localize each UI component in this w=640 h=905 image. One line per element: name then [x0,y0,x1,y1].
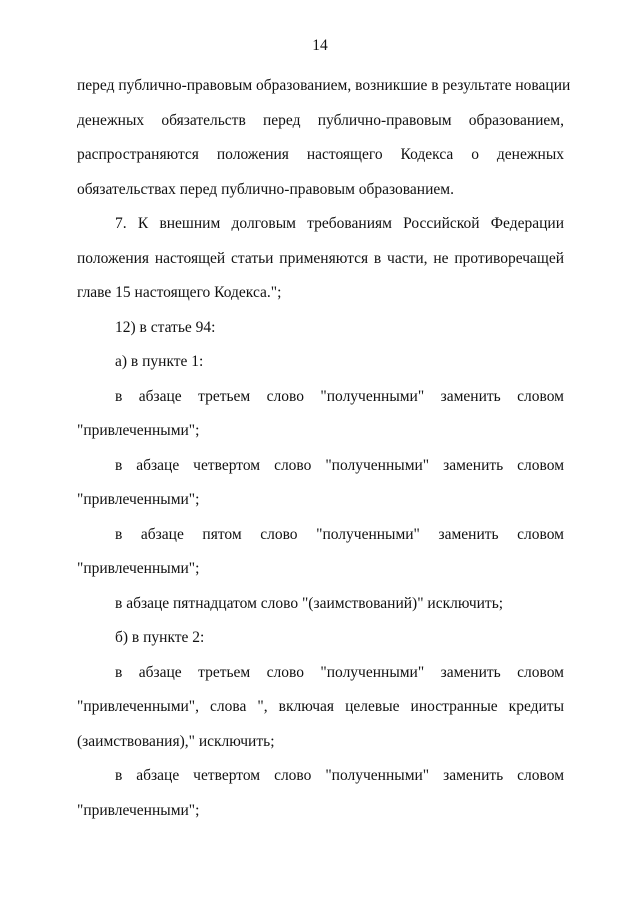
text-line: б) в пункте 2: [115,629,205,646]
text-line: "привлеченными"; [77,491,200,508]
text-line: в абзаце третьем слово "полученными" заменить словом [115,388,564,405]
text-line: в абзаце четвертом слово "полученными" заменить словом [115,457,564,474]
text-line: денежных обязательств перед публично-правовым образованием, [77,112,564,129]
text-line: "привлеченными"; [77,802,200,819]
text-line: а) в пункте 1: [115,353,204,370]
text-line: 12) в статье 94: [115,319,216,336]
text-line: "привлеченными"; [77,560,200,577]
text-line: в абзаце третьем слово "полученными" заменить словом [115,664,564,681]
text-line: (заимствования)," исключить; [77,733,275,750]
text-line: положения настоящей статьи применяются в части, не противоречащей [77,250,564,267]
text-line: 7. К внешним долговым требованиям Российской Федерации [115,215,564,232]
text-line: в абзаце пятом слово "полученными" заменить словом [115,526,564,543]
text-line: распространяются положения настоящего Кодекса о денежных [77,146,564,163]
text-line: "привлеченными"; [77,422,200,439]
text-line: в абзаце пятнадцатом слово "(заимствований)" исключить; [115,595,504,612]
text-line: обязательствах перед публично-правовым образованием. [77,181,454,198]
text-line: главе 15 настоящего Кодекса."; [77,284,282,301]
text-line: перед публично-правовым образованием, возникшие в результате новации [77,77,571,94]
text-line: "привлеченными", слова ", включая целевые иностранные кредиты [77,698,564,715]
text-line: в абзаце четвертом слово "полученными" заменить словом [115,767,564,784]
page-number: 14 [312,37,328,54]
